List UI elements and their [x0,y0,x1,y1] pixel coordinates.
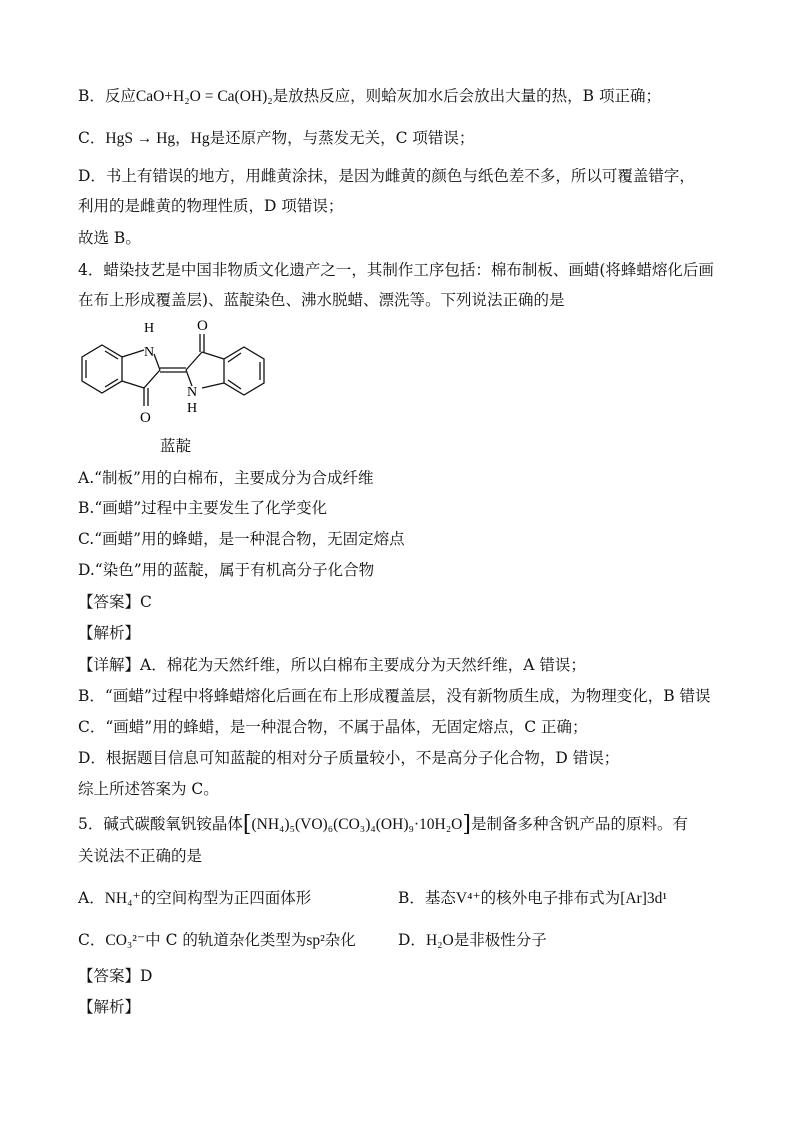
q4-option-b: B.“画蜡”过程中主要发生了化学变化 [78,499,328,517]
q3-c-sep: ， [175,129,191,147]
q5-analysis-label: 【解析】 [78,998,141,1016]
q3-c-prefix: C． [78,129,106,147]
q4-detail-line3: C．“画蜡”用的蜂蜡，是一种混合物，不属于晶体，无固定熔点，C 正确； [78,718,588,736]
atom-o-top: O [197,318,208,334]
q4-analysis-label: 【解析】 [78,624,141,642]
q4-option-d: D.“染色”用的蓝靛，属于有机高分子化合物 [78,561,375,579]
q3-b-text: 是放热反应，则蛤灰加水后会放出大量的热，B 项正确； [272,87,661,105]
q4-answer [78,592,152,612]
q3-option-d-line1: D．书上有错误的地方，用雌黄涂抹，是因为雌黄的颜色与纸色差不多，所以可覆盖错字， [78,167,695,185]
atom-n-bottom: N [187,385,198,400]
left-c-n-bond [122,350,144,357]
right-benzene-ring [224,347,264,395]
q3-conclusion: 故选 B。 [78,229,141,247]
atom-h-bottom: H [187,401,198,416]
q4-stem-line1: 4．蜡染技艺是中国非物质文化遗产之一，其制作工序包括：棉布制板、画蜡(将蜂蜡熔化后画 [78,261,714,279]
q5-c-species: CO₃²⁻ [105,932,146,949]
q5-c-suffix: 杂化 [324,931,356,949]
q5-c-hybridization: sp² [306,932,325,949]
q5-a-prefix: A． [78,889,105,907]
q5-b-prefix: B．基态 [398,889,456,907]
q3-c-formula: HgS → Hg [105,130,176,147]
q5-c-text: 中 C 的轨道杂化类型为 [145,931,307,949]
q5-stem-text: 是制备多种含钒产品的原料。有 [470,815,688,833]
q5-bracket-left: [ [242,812,252,837]
q4-detail-line5: 综上所述答案为 C。 [78,780,219,798]
q5-stem-prefix: 5．碱式碳酸氧钒铵晶体 [78,815,243,833]
indigo-caption: 蓝靛 [160,437,192,455]
q3-b-prefix: B．反应 [78,87,136,105]
q5-d-prefix: D． [398,931,426,949]
q5-d-species: H₂O [425,932,454,949]
atom-h-top: H [144,321,155,336]
q4-detail-line4: D．根据题目信息可知蓝靛的相对分子质量较小，不是高分子化合物，D 错误； [78,749,620,767]
q5-option-a [78,888,311,909]
q4-detail-line2: B．“画蜡”过程中将蜂蜡熔化后画在布上形成覆盖层，没有新物质生成，为物理变化，B 错误 [78,687,711,705]
q5-b-config: [Ar]3d¹ [620,890,668,907]
atom-n-top: N [144,345,155,360]
q3-c-text: 是还原产物，与蒸发无关，C 项错误； [209,129,475,147]
q4-stem-line2: 在布上形成覆盖层)、蓝靛染色、沸水脱蜡、漂洗等。下列说法正确的是 [78,291,565,309]
q4-option-a: A.“制板”用的白棉布，主要成分为合成纤维 [78,469,374,487]
q5-option-d [398,930,547,951]
q4-option-c: C.“画蜡”用的蜂蜡，是一种混合物，无固定熔点 [78,530,405,548]
q4-answer-value: C [140,593,152,611]
q4-answer-label: 【答案】 [78,593,141,611]
q5-c-prefix: C． [78,931,106,949]
q3-option-c [78,128,474,149]
q5-d-text: 是非极性分子 [453,931,547,949]
q3-b-equation: CaO+H₂O = Ca(OH)₂ [135,88,273,105]
q3-c-hg: Hg [190,130,210,147]
q5-answer-label: 【答案】 [78,967,141,985]
q5-stem-line2: 关说法不正确的是 [78,847,203,865]
atom-o-bottom: O [140,410,151,426]
q5-answer [78,966,152,986]
q5-a-text: 的空间构型为正四面体形 [140,889,312,907]
q5-bracket-right: ] [462,812,471,837]
q3-option-b [78,86,661,107]
q3-option-d-line2: 利用的是雌黄的物理性质，D 项错误； [78,197,344,215]
q5-answer-value: D [140,967,153,985]
q5-option-b [398,888,667,909]
q5-stem-line1 [78,814,688,835]
q5-b-text: 的核外电子排布式为 [480,889,621,907]
q5-option-c [78,930,356,951]
q5-b-species: V⁴⁺ [455,890,481,907]
q5-crystal-formula: (NH₄)₅(VO)₆(CO₃)₄(OH)₉·10H₂O [251,816,463,833]
left-benzene-ring [82,345,122,393]
q4-detail-line1: 【详解】A．棉花为天然纤维，所以白棉布主要成分为天然纤维，A 错误； [78,656,586,674]
q5-a-species: NH₄⁺ [104,890,141,907]
